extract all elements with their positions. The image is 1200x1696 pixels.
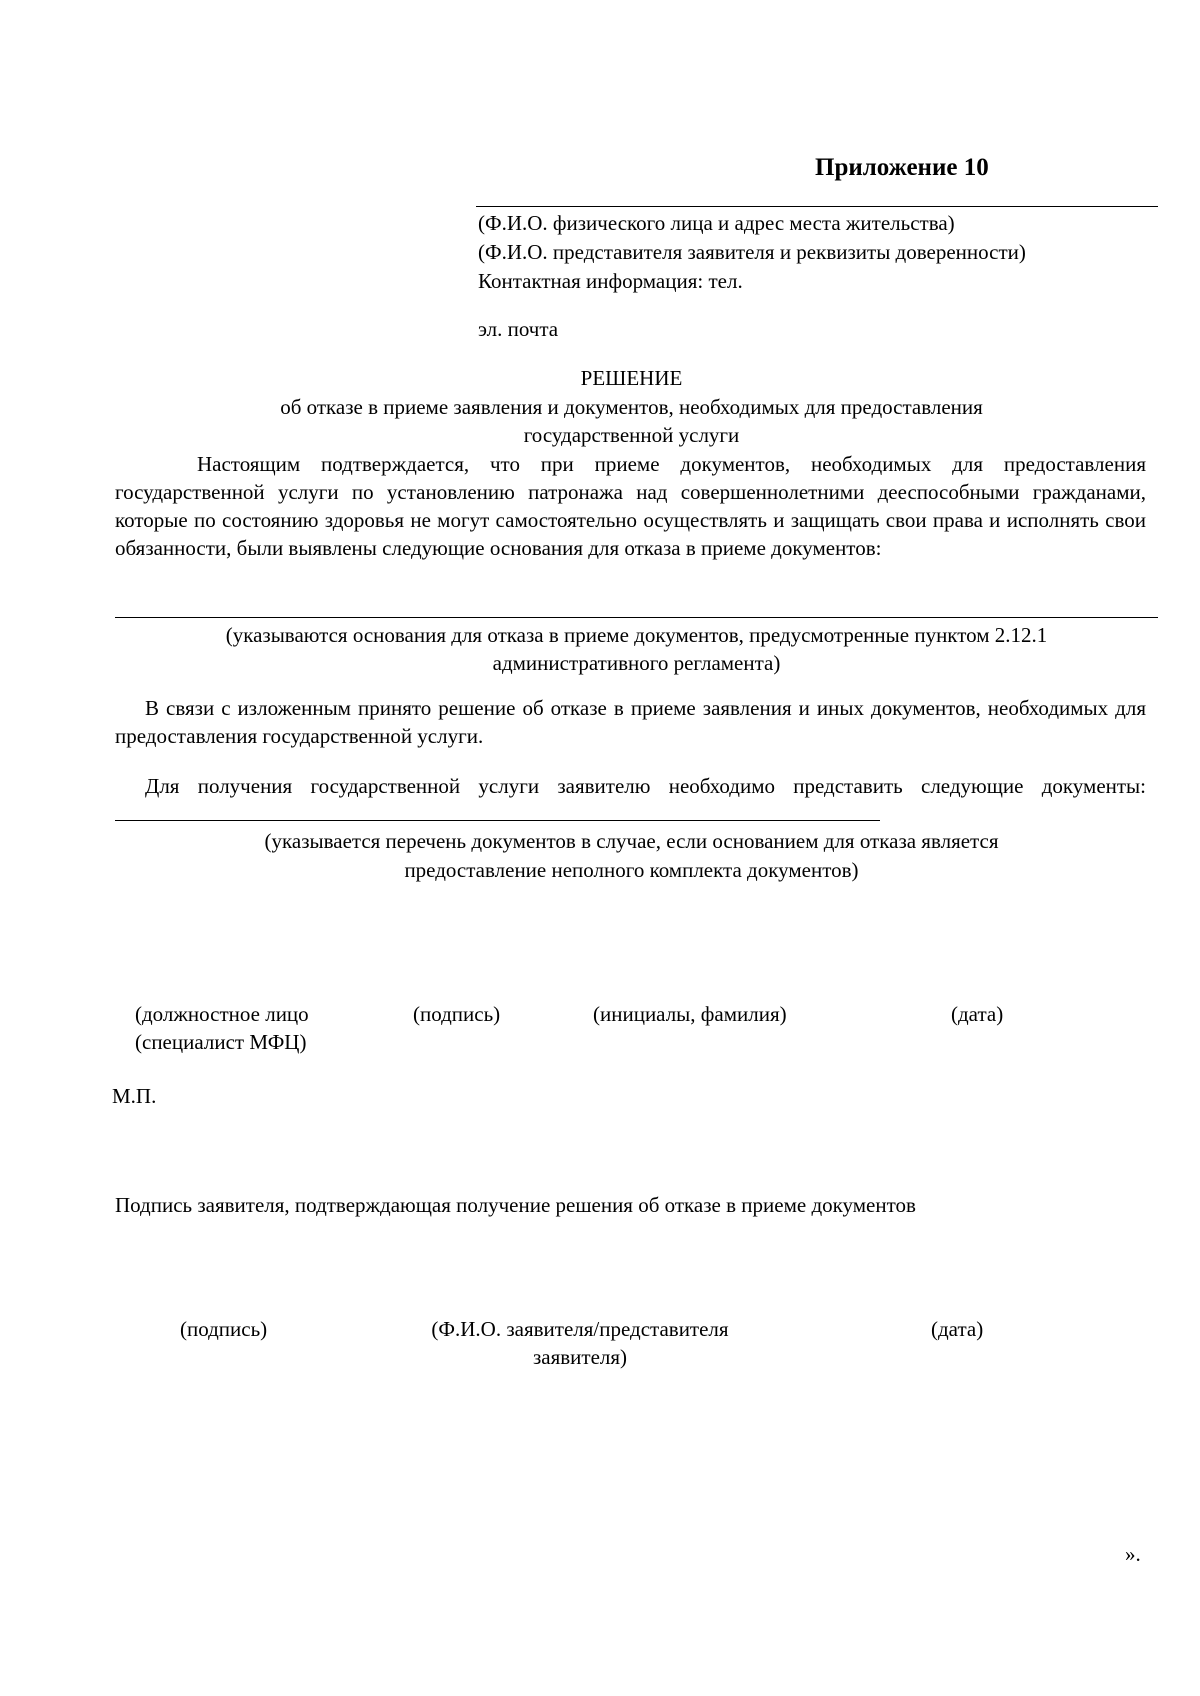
appendix-title: Приложение 10 [815, 154, 989, 181]
decision-subtitle-line1: об отказе в приеме заявления и документов, необходимых для предоставления [280, 395, 983, 419]
docs-note-line1: (указывается перечень документов в случае, если основанием для отказа является [264, 829, 999, 853]
applicant-name-line [476, 206, 1158, 207]
required-docs-text [115, 772, 1146, 828]
grounds-line [115, 617, 1158, 618]
grounds-note-line2: административного регламента) [492, 651, 781, 675]
docs-note-line2: предоставление неполного комплекта документов) [404, 858, 859, 882]
confirmation-paragraph [115, 450, 1146, 562]
email-label: эл. почта [478, 317, 559, 341]
closing-mark: ». [1125, 1542, 1141, 1566]
required-docs-prefix: Для получения государственной услуги заявителю необходимо представить следующие документы: [145, 774, 1146, 798]
official-date-label: (дата) [951, 1002, 1004, 1026]
refusal-paragraph [115, 694, 1146, 750]
contact-label: Контактная информация: тел. [478, 269, 743, 293]
required-docs-paragraph [115, 772, 1146, 828]
official-label-line2: (специалист МФЦ) [135, 1030, 307, 1054]
decision-subtitle-line2: государственной услуги [523, 423, 740, 447]
official-label-line1: (должностное лицо [135, 1002, 309, 1026]
decision-title: РЕШЕНИЕ [580, 366, 683, 390]
applicant-date-label: (дата) [931, 1317, 984, 1341]
refusal-text: В связи с изложенным принято решение об отказе в приеме заявления и иных документов, необходимых для предоставления государственной услуги. [115, 696, 1146, 748]
applicant-name-label: (Ф.И.О. физического лица и адрес места жительства) [478, 211, 955, 235]
representative-label: (Ф.И.О. представителя заявителя и реквизиты доверенности) [478, 240, 1026, 264]
applicant-name-label-line2: заявителя) [532, 1345, 628, 1369]
official-signature-label: (подпись) [413, 1002, 501, 1026]
required-docs-line [115, 800, 880, 821]
applicant-name-label-line1: (Ф.И.О. заявителя/представителя [431, 1317, 729, 1341]
applicant-signature-label: (подпись) [180, 1317, 268, 1341]
stamp-label: М.П. [112, 1084, 157, 1108]
confirmation-text: Настоящим подтверждается, что при приеме документов, необходимых для предоставления государственной услуги по установлению патронажа над совершеннолетними дееспособными гражданами, которые по состоянию здоровья не могут самостоятельно осуществлять и защищать свои права и исполнять свои обязанности, были выявлены следующие основания для отказа в приеме документов: [115, 452, 1146, 560]
grounds-note-line1: (указываются основания для отказа в приеме документов, предусмотренные пунктом 2.12.1 [225, 623, 1048, 647]
applicant-statement: Подпись заявителя, подтверждающая получение решения об отказе в приеме документов [115, 1193, 916, 1217]
official-initials-label: (инициалы, фамилия) [593, 1002, 787, 1026]
